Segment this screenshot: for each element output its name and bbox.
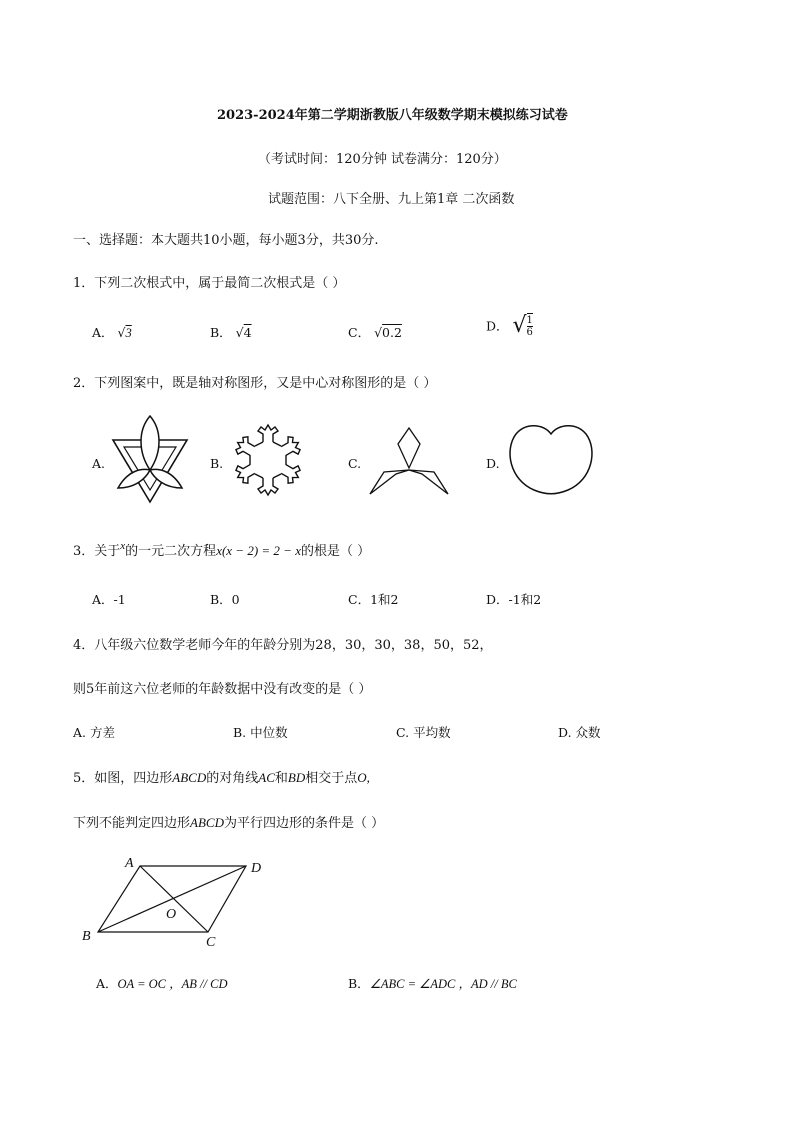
fig-label-a: A <box>125 856 134 871</box>
fraction-numerator: 1 <box>526 315 533 326</box>
q1-option-c-label: C． <box>348 325 371 340</box>
q5-and: 和 <box>274 771 288 786</box>
q3-option-b[interactable]: B．0 <box>210 592 240 607</box>
q3-stem-post: 的根是（ ） <box>300 544 371 559</box>
question-4-stem: 4．八年级六位数学老师今年的年龄分别为28，30，30，38，50，52， <box>73 638 493 653</box>
q1-option-b-radicand: 4 <box>243 325 252 340</box>
question-1-stem: 1．下列二次根式中，属于最简二次根式是（ ） <box>73 276 346 291</box>
sqrt-sign: √ <box>117 325 126 340</box>
fig-label-d: D <box>251 861 262 876</box>
q3-stem-mid: 的一元二次方程 <box>125 544 217 559</box>
q2-option-a-label[interactable]: A. <box>92 456 106 471</box>
q1-option-c[interactable] <box>348 323 402 341</box>
question-2-stem: 2．下列图案中，既是轴对称图形，又是中心对称图形的是（ ） <box>73 376 437 391</box>
q5-stem-pre: 5．如图，四边形 <box>73 771 173 786</box>
q2-figure-a-triangle-leaves <box>110 412 190 504</box>
q3-variable: x <box>120 540 126 552</box>
q5-option-a[interactable] <box>96 974 227 992</box>
sqrt-sign: √ <box>512 313 527 338</box>
q5-option-a-text: OA = OC ，AB // CD <box>117 977 228 991</box>
question-3-stem <box>73 540 370 559</box>
q2-figure-b-snowflake <box>230 422 306 498</box>
q4-option-b[interactable]: B. 中位数 <box>233 725 288 740</box>
q1-option-d[interactable] <box>486 313 533 338</box>
q5-stem-mid: 的对角线 <box>206 771 259 786</box>
fig-label-c: C <box>206 935 216 950</box>
q4-option-c[interactable]: C. 平均数 <box>396 725 451 740</box>
fraction-denominator: 6 <box>526 327 533 338</box>
fig-label-o: O <box>166 907 177 922</box>
q5-option-a-label: A． <box>96 976 118 991</box>
q1-option-d-fraction <box>527 313 533 338</box>
q5-stem-post: 相交于点 <box>305 771 358 786</box>
q1-option-a[interactable] <box>92 323 132 341</box>
q2-option-b-label[interactable]: B. <box>210 456 224 471</box>
sqrt-sign: √ <box>374 325 383 340</box>
exam-title: 2023-2024年第二学期浙教版八年级数学期末模拟练习试卷 <box>217 108 568 123</box>
question-5-stem-line2 <box>73 812 384 831</box>
q1-option-a-radicand: 3 <box>125 326 132 340</box>
question-5-stem <box>73 767 370 786</box>
section-heading: 一、选择题：本大题共10小题，每小题3分，共30分. <box>73 233 379 248</box>
q4-option-a[interactable]: A. 方差 <box>73 725 115 740</box>
q2-option-c-label[interactable]: C. <box>348 456 362 471</box>
q2-option-d-label[interactable]: D. <box>486 456 500 471</box>
q3-option-c[interactable]: C．1和2 <box>348 592 399 607</box>
exam-scope: 试题范围：八下全册、九上第1章 二次函数 <box>268 192 515 207</box>
q1-option-b[interactable] <box>210 323 252 341</box>
q1-option-a-label: A． <box>92 325 114 340</box>
q5-ac: AC <box>258 770 275 785</box>
q2-figure-c-three-rhombi <box>368 426 450 496</box>
exam-info: （考试时间：120分钟 试卷满分：120分） <box>258 152 507 167</box>
q3-stem-pre: 3．关于 <box>73 544 121 559</box>
q5-parallelogram-figure <box>78 852 278 952</box>
q5-option-b[interactable] <box>348 974 517 992</box>
q3-option-a[interactable]: A．-1 <box>92 592 126 607</box>
sqrt-sign: √ <box>235 325 244 340</box>
q3-option-d[interactable]: D．-1和2 <box>486 592 542 607</box>
question-4-stem-line2: 则5年前这六位老师的年龄数据中没有改变的是（ ） <box>73 682 372 697</box>
q5-stem2-pre: 下列不能判定四边形 <box>73 816 191 831</box>
q2-figure-d-heart-circle <box>506 420 596 496</box>
q3-equation: x(x − 2) = 2 − x <box>216 543 301 558</box>
fig-label-b: B <box>82 929 91 944</box>
q5-bd: BD <box>287 770 306 785</box>
q4-option-d[interactable]: D. 众数 <box>558 725 601 740</box>
q5-stem2-post: 为平行四边形的条件是（ ） <box>223 816 385 831</box>
q5-point-o: O, <box>357 770 370 785</box>
q1-option-b-label: B． <box>210 325 232 340</box>
q5-abcd: ABCD <box>172 770 207 785</box>
q5-option-b-text: ∠ABC = ∠ADC ，AD // BC <box>369 977 517 991</box>
q1-option-d-label: D． <box>486 318 509 334</box>
q1-option-c-radicand: 0.2 <box>382 325 402 340</box>
q5-option-b-label: B． <box>348 976 370 991</box>
q5-stem2-abcd: ABCD <box>190 815 224 830</box>
